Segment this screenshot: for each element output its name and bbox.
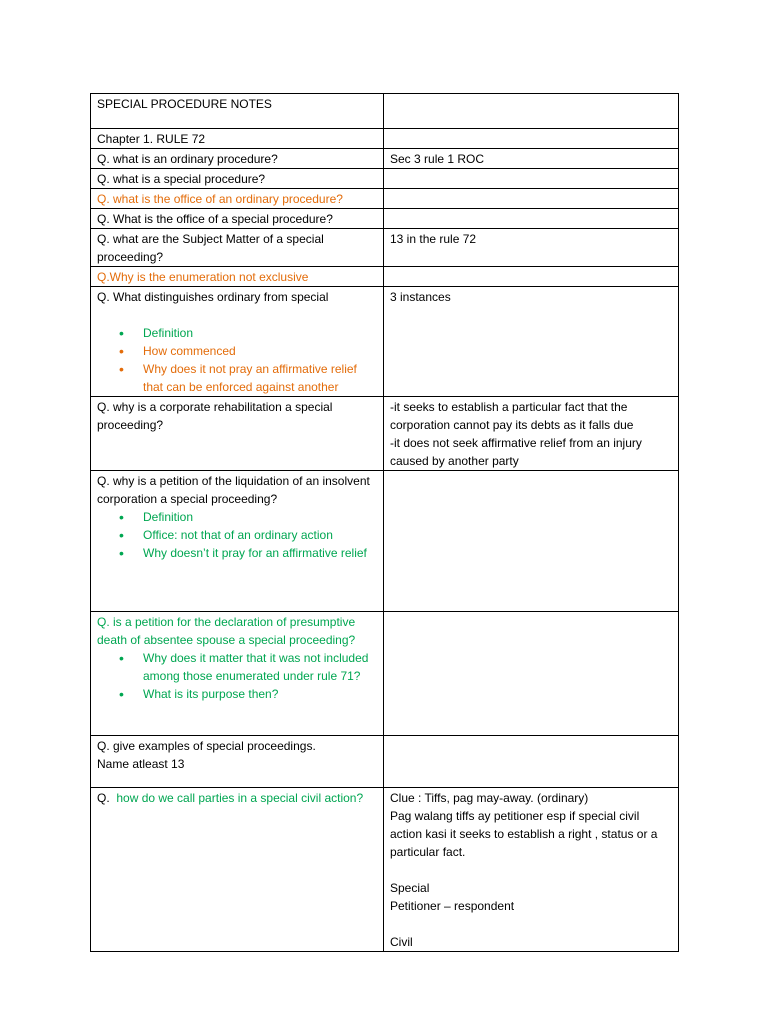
question-cell: Q. what is an ordinary procedure? <box>91 149 384 169</box>
table-row <box>91 736 679 788</box>
list-item: • How commenced <box>143 342 377 360</box>
question-cell: Q. what is a special procedure? <box>91 169 384 189</box>
bullet-list <box>97 508 377 562</box>
list-item: • Definition <box>143 508 377 526</box>
table-row <box>91 94 679 129</box>
answer-cell: 3 instances <box>384 287 679 397</box>
notes-table <box>90 93 679 952</box>
answer-cell <box>384 736 679 788</box>
answer-cell: -it seeks to establish a particular fact that the corporation cannot pay its debts as it falls due -it does not seek affirmative relief from an injury caused by another party <box>384 397 679 471</box>
question-cell: Q. what are the Subject Matter of a special proceeding? <box>91 229 384 267</box>
question-cell: Q. is a petition for the declaration of presumptive death of absentee spouse a special proceeding? • Why does it matter that it was not included among those enumerated under rule 71? • What is its purpose then? <box>91 612 384 736</box>
table-row <box>91 169 679 189</box>
table-row <box>91 612 679 736</box>
question-cell: Q. give examples of special proceedings. Name atleast 13 <box>91 736 384 788</box>
bullet-list <box>97 649 377 703</box>
answer-cell: Sec 3 rule 1 ROC <box>384 149 679 169</box>
document-title: SPECIAL PROCEDURE NOTES <box>97 97 272 111</box>
answer-cell <box>384 129 679 149</box>
question-cell: Q. What is the office of a special procedure? <box>91 209 384 229</box>
table-row <box>91 788 679 952</box>
question-cell <box>91 94 384 129</box>
list-item: • Definition <box>143 324 377 342</box>
answer-cell <box>384 209 679 229</box>
list-item: • What is its purpose then? <box>143 685 377 703</box>
list-item: • Why does it not pray an affirmative relief that can be enforced against another <box>143 360 377 396</box>
table-row <box>91 209 679 229</box>
question-cell: Q. what is the office of an ordinary procedure? <box>91 189 384 209</box>
answer-cell <box>384 189 679 209</box>
question-cell: Q. why is a corporate rehabilitation a special proceeding? <box>91 397 384 471</box>
table-row <box>91 129 679 149</box>
table-row <box>91 471 679 612</box>
question-cell <box>91 129 384 149</box>
chapter-heading: Chapter 1. RULE 72 <box>97 132 206 146</box>
table-row <box>91 267 679 287</box>
table-row <box>91 189 679 209</box>
bullet-list <box>97 324 377 396</box>
question-cell: Q. why is a petition of the liquidation of an insolvent corporation a special proceeding? • Definition • Office: not that of an ordinary action • Why doesn’t it pray for an affirmative relief <box>91 471 384 612</box>
question-cell: Q.Why is the enumeration not exclusive <box>91 267 384 287</box>
table-row <box>91 149 679 169</box>
answer-cell <box>384 94 679 129</box>
table-row <box>91 229 679 267</box>
answer-cell: Clue : Tiffs, pag may-away. (ordinary) Pag walang tiffs ay petitioner esp if special civil action kasi it seeks to establish a right , status or a particular fact. Special Petitioner – respondent Civil <box>384 788 679 952</box>
answer-cell: 13 in the rule 72 <box>384 229 679 267</box>
list-item: • Why doesn’t it pray for an affirmative relief <box>143 544 377 562</box>
list-item: • Why does it matter that it was not included among those enumerated under rule 71? <box>143 649 377 685</box>
question-cell: Q. What distinguishes ordinary from special • Definition • How commenced • Why does it not pray an affirmative relief that can be enforced against another <box>91 287 384 397</box>
question-cell: Q. how do we call parties in a special civil action? <box>91 788 384 952</box>
answer-cell <box>384 612 679 736</box>
answer-cell <box>384 471 679 612</box>
table-row <box>91 287 679 397</box>
list-item: • Office: not that of an ordinary action <box>143 526 377 544</box>
answer-cell <box>384 267 679 287</box>
answer-cell <box>384 169 679 189</box>
table-row <box>91 397 679 471</box>
